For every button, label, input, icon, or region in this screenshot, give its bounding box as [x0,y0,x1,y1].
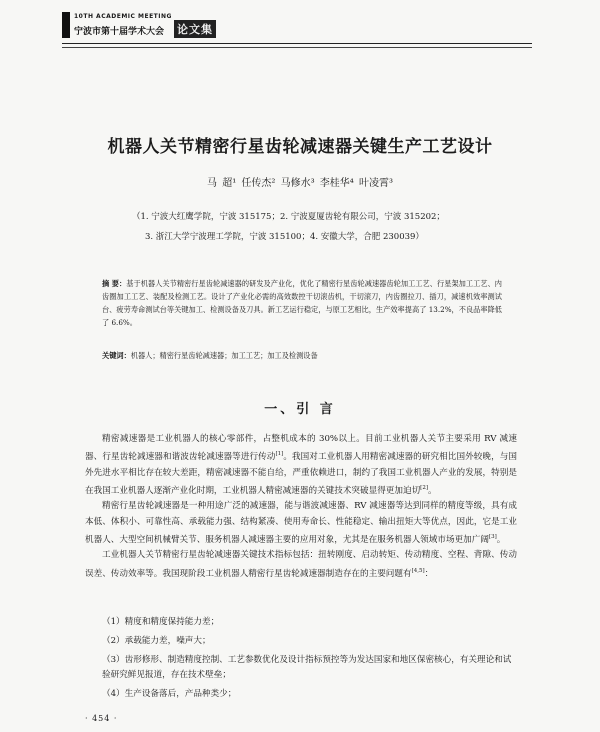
abstract-label: 摘 要： [102,279,127,288]
citation-ref: [3] [488,534,497,541]
citation-ref: [2] [420,485,428,492]
paragraph-1-text: 精密减速器是工业机器人的核心零部件，占整机成本的 30%以上。目前工业机器人关节主要采用 RV 减速器、行星齿轮减速器和谐波齿轮减速器等进行传动 [85,434,517,463]
paragraph-3-text: 工业机器人关节精密行星齿轮减速器关键技术指标包括：扭转刚度、启动转矩、传动精度、空程、背隙、传动误差、传动效率等。我国现阶段工业机器人精密行星齿轮减速器制造存在的主要问题有 [85,550,517,579]
section-heading: 一、引 言 [264,402,336,417]
list-item: （4）生产设备落后，产品种类少； [102,689,237,699]
affiliation-line-1: （1. 宁波大红鹰学院，宁波 315175；2. 宁波夏厦齿轮有限公司，宁波 315202； [132,212,445,222]
conference-name-cn: 宁波市第十届学术大会 [74,27,165,37]
affiliation-line-2: 3. 浙江大学宁波理工学院，宁波 315100；4. 安徽大学，合肥 230039） [145,232,424,242]
section-tag: 论文集 [174,20,216,38]
running-header [62,10,532,50]
header-rule-thin [62,47,532,48]
body-text [85,432,517,582]
conference-logo-icon [62,12,70,38]
paragraph-1-end: 。 [427,485,437,496]
page-number: · 454 · [85,714,118,723]
conference-name-en: 10TH ACADEMIC MEETING [74,13,172,20]
paragraph-1-text-b: 。我国对工业机器人用精密减速器的研究相比国外较晚，与国外先进水平相比存在较大差距，精密减速器不能自给，严重依赖进口，制约了我国工业机器人产业的发展，特别是在我国工业机器人逐渐产业化时期，工业机器人精密减速器的关键技术突破显得更加迫切 [85,452,517,496]
citation-ref: [1] [275,451,284,458]
abstract [102,277,502,329]
problem-list [102,615,517,706]
header-rule [62,43,532,44]
paragraph-3 [85,548,517,582]
author-list: 马 超¹ 任传杰² 马修水³ 李桂华⁴ 叶凌霄³ [207,178,393,189]
keywords [102,350,502,362]
paragraph-2 [85,499,517,548]
list-item: （2）承载能力差，噪声大； [102,636,211,646]
paragraph-2-text: 精密行星齿轮减速器是一种用途广泛的减速器，能与谐波减速器、RV 减速器等达到同样的精度等级，具有成本低、体积小、可靠性高、承载能力强、结构紧凑、使用寿命长、性能稳定、输出扭矩大等优点，因此，它是工业机器人、大型空间机械臂关节、服务机器人减速器主要的应用对象，尤其是在服务机器人领域市场更加广阔 [85,501,517,546]
paragraph-2-end: 。 [496,535,506,546]
list-item: （1）精度和精度保持能力差； [102,617,220,627]
citation-ref: [4,5] [411,567,425,574]
paragraph-3-end: ： [424,568,434,579]
keywords-label: 关键词： [102,351,131,360]
abstract-text: 基于机器人关节精密行星齿轮减速器的研发及产业化，优化了精密行星齿轮减速器齿轮加工工艺、行星架加工工艺、内齿圈加工工艺、装配及检测工艺。设计了产业化必需的高效数控干切滚齿机，干切滚刀，内齿圈拉刀、插刀，减速机效率测试台、疲劳寿命测试台等关键加工、检测设备及刀具。新工艺运行稳定，与原工艺相比，生产效率提高了 13.2%，不良品率降低了 6.6%。 [102,279,502,327]
paper-title: 机器人关节精密行星齿轮减速器关键生产工艺设计 [107,137,493,157]
paragraph-1 [85,432,517,499]
list-item: （3）齿形修形、制造精度控制、工艺参数优化及设计指标预控等为发达国家和地区保密核心，有关理论和试验研究鲜见报道，存在技术壁垒； [102,655,512,681]
keywords-text: 机器人；精密行星齿轮减速器；加工工艺；加工及检测设备 [130,351,318,360]
